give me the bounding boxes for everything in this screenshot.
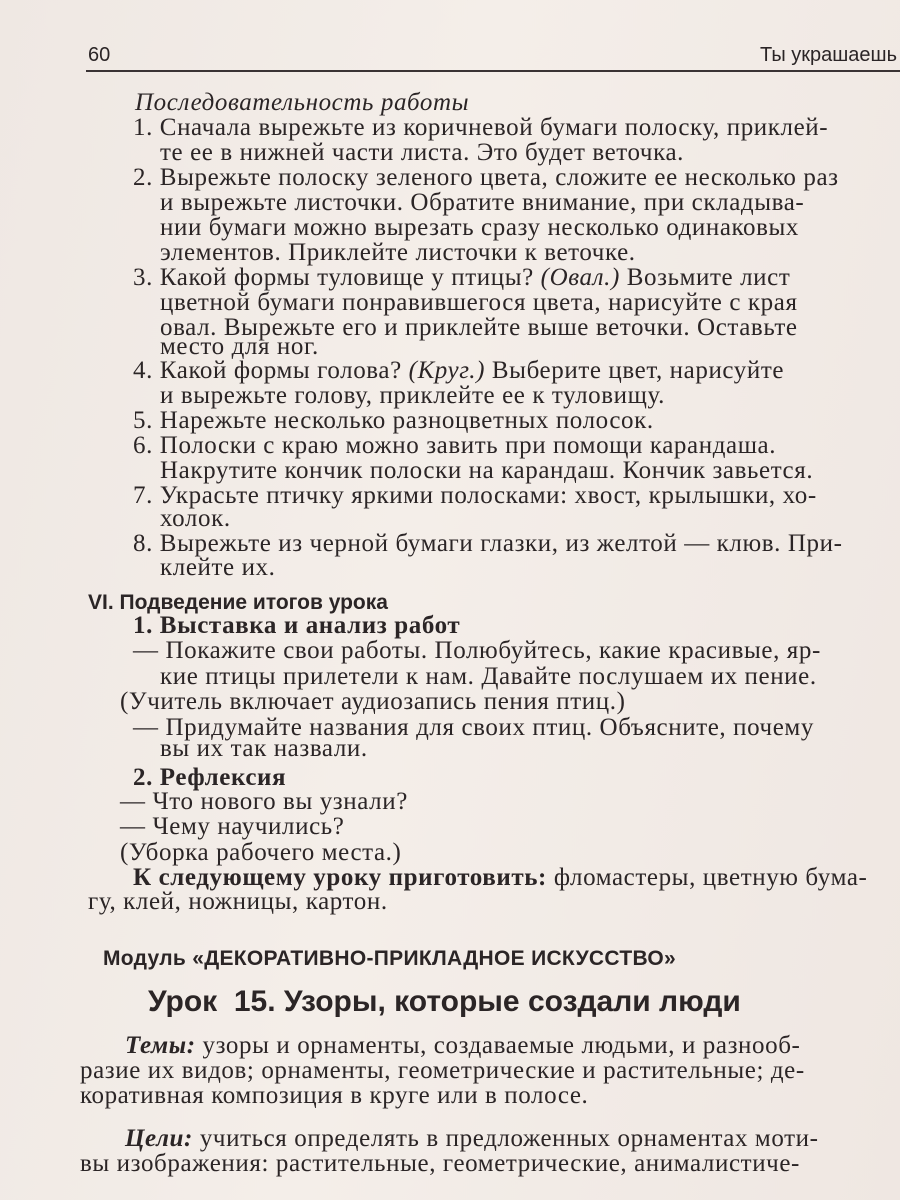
section-title: Последовательность работы [135,89,470,116]
subheading-exhibition: 1. Выставка и анализ работ [133,612,461,639]
step-7-line: холок. [160,505,231,532]
step-1-line: 1. Сначала вырежьте из коричневой бумаги полоску, приклей- [133,114,829,141]
dialogue-line: — Покажите свои работы. Полюбуйтесь, какие красивые, яр- [133,637,821,664]
lesson-title: Урок 15. Узоры, которые создали люди [148,985,741,1018]
step-6-line: Накрутите кончик полоски на карандаш. Кончик завьется. [160,457,814,484]
step-3-line: овал. Вырежьте его и приклейте выше веточки. Оставьте [160,314,798,341]
dialogue-line: вы их так назвали. [160,735,368,762]
next-lesson-line: К следующему уроку приготовить: фломастеры, цветную бума- [133,864,868,891]
stage-direction: (Уборка рабочего места.) [120,839,402,866]
themes-line: разие их видов; орнаменты, геометрические и растительные; де- [80,1057,805,1084]
next-lesson-line: гу, клей, ножницы, картон. [88,888,388,915]
step-4-line: 4. Какой формы голова? (Круг.) Выберите цвет, нарисуйте [133,357,785,384]
step-2-line: и вырежьте листочки. Обратите внимание, при складыва- [160,189,805,216]
step-8-line: клейте их. [160,554,276,581]
goals-line: Цели: учиться определять в предложенных орнаментах моти- [125,1125,819,1152]
page-number: 60 [88,44,111,66]
step-8-line: 8. Вырежьте из черной бумаги глазки, из желтой — клюв. При- [133,530,843,557]
step-3-line: 3. Какой формы туловище у птицы? (Овал.) Возьмите лист [133,264,791,291]
module-title: Модуль «ДЕКОРАТИВНО-ПРИКЛАДНОЕ ИСКУССТВО» [103,947,677,970]
step-1-line: те ее в нижней части листа. Это будет веточка. [160,139,685,166]
dialogue-line: — Придумайте названия для своих птиц. Объясните, почему [133,714,814,741]
step-4-line: и вырежьте голову, приклейте ее к туловищу. [160,382,665,409]
part6-heading: VI. Подведение итогов урока [88,591,388,614]
step-6-line: 6. Полоски с краю можно завить при помощи карандаша. [133,432,777,459]
step-3-line: место для ног. [160,333,319,360]
step-2-line: 2. Вырежьте полоску зеленого цвета, сложите ее несколько раз [133,164,839,191]
dialogue-line: — Что нового вы узнали? [120,788,408,815]
themes-line: коративная композиция в круге или в полосе. [80,1082,589,1109]
running-title: Ты украшаешь [760,44,898,66]
stage-direction: (Учитель включает аудиозапись пения птиц.) [120,688,626,715]
goals-line: вы изображения: растительные, геометрические, анималистиче- [80,1150,800,1177]
header-rule [86,70,900,72]
step-2-line: нии бумаги можно вырезать сразу несколько одинаковых [160,214,800,241]
dialogue-line: кие птицы прилетели к нам. Давайте послушаем их пение. [160,663,817,690]
step-7-line: 7. Украсьте птичку яркими полосками: хвост, крылышки, хо- [133,482,817,509]
dialogue-line: — Чему научились? [120,813,345,840]
themes-line: Темы: узоры и орнаменты, создаваемые людьми, и разнооб- [125,1032,801,1059]
step-3-line: цветной бумаги понравившегося цвета, нарисуйте с края [160,289,798,316]
step-5-line: 5. Нарежьте несколько разноцветных полосок. [133,407,654,434]
subheading-reflection: 2. Рефлексия [133,764,287,791]
step-2-line: элементов. Приклейте листочки к веточке. [160,239,636,266]
